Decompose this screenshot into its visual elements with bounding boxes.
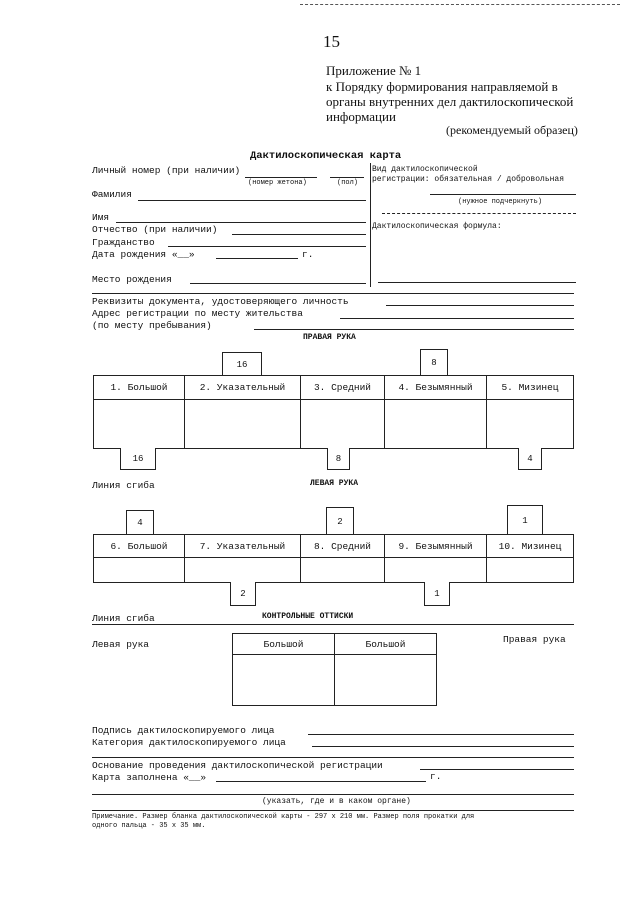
right-finger-3-header: 3. Средний	[300, 375, 385, 400]
patronymic-line[interactable]	[232, 234, 366, 235]
formula-label: Дактилоскопическая формула:	[372, 222, 502, 231]
reg-type-line[interactable]	[430, 194, 576, 195]
left-finger-8-field[interactable]	[300, 557, 385, 583]
citizenship-label: Гражданство	[92, 237, 155, 248]
filled-year-suffix: г.	[430, 771, 442, 782]
control-thumb-right-header: Большой	[334, 633, 437, 655]
right-finger-3-field[interactable]	[300, 399, 385, 449]
left-bottom-tab-1: 1	[424, 582, 450, 606]
control-thumb-right-field[interactable]	[334, 654, 437, 706]
address-line[interactable]	[340, 318, 574, 319]
address-label: Адрес регистрации по месту жительства	[92, 308, 303, 319]
right-hand-title: ПРАВАЯ РУКА	[303, 333, 356, 342]
basis-line[interactable]	[420, 769, 574, 770]
reg-type-line1: Вид дактилоскопической	[372, 165, 478, 174]
section-divider	[370, 163, 371, 287]
birth-place-line2[interactable]	[92, 293, 574, 294]
birth-date-line[interactable]	[216, 258, 298, 259]
formula-line[interactable]	[378, 282, 576, 283]
left-bottom-tab-2: 2	[230, 582, 256, 606]
note-separator	[92, 810, 574, 811]
card-title: Дактилоскопическая карта	[250, 150, 402, 162]
appendix-line4: информации	[326, 109, 396, 124]
stay-label: (по месту пребывания)	[92, 320, 212, 331]
right-finger-2-header: 2. Указательный	[184, 375, 301, 400]
page-number: 15	[323, 32, 340, 51]
right-finger-1-field[interactable]	[93, 399, 185, 449]
left-finger-8-header: 8. Средний	[300, 534, 385, 558]
appendix-line1: Приложение № 1	[326, 63, 422, 78]
citizenship-line[interactable]	[168, 246, 366, 247]
reg-type-line2: регистрации: обязательная / добровольная	[372, 175, 565, 184]
left-finger-7-field[interactable]	[184, 557, 301, 583]
note-line1: Примечание. Размер бланка дактилоскопической карты - 297 х 210 мм. Размер поля прокатки для	[92, 813, 475, 821]
birth-place-line[interactable]	[190, 283, 366, 284]
where-caption: (указать, где и в каком органе)	[262, 797, 411, 806]
badge-number-caption: (номер жетона)	[248, 179, 307, 187]
right-top-tab-8: 8	[420, 349, 448, 376]
name-line[interactable]	[116, 222, 366, 223]
control-top-line	[92, 624, 574, 625]
left-finger-10-field[interactable]	[486, 557, 574, 583]
birth-year-suffix: г.	[302, 249, 314, 260]
badge-number-line	[245, 177, 317, 178]
left-top-tab-4: 4	[126, 510, 154, 535]
right-finger-5-field[interactable]	[486, 399, 574, 449]
right-bottom-tab-4: 4	[518, 448, 542, 470]
scan-edge	[300, 4, 620, 5]
surname-label: Фамилия	[92, 189, 132, 200]
basis-label: Основание проведения дактилоскопической регистрации	[92, 760, 383, 771]
left-finger-7-header: 7. Указательный	[184, 534, 301, 558]
control-right-hand-label: Правая рука	[503, 634, 566, 645]
id-document-label: Реквизиты документа, удостоверяющего личность	[92, 296, 349, 307]
birth-place-label: Место рождения	[92, 274, 172, 285]
surname-line[interactable]	[138, 200, 366, 201]
appendix-line3: органы внутренних дел дактилоскопической	[326, 94, 574, 109]
patronymic-label: Отчество (при наличии)	[92, 224, 218, 235]
left-finger-9-field[interactable]	[384, 557, 487, 583]
left-finger-6-header: 6. Большой	[93, 534, 185, 558]
control-thumb-left-field[interactable]	[232, 654, 335, 706]
signature-label: Подпись дактилоскопируемого лица	[92, 725, 275, 736]
birth-date-label: Дата рождения «__»	[92, 249, 195, 260]
control-prints-title: КОНТРОЛЬНЫЕ ОТТИСКИ	[262, 612, 354, 621]
left-finger-6-field[interactable]	[93, 557, 185, 583]
control-thumb-left-header: Большой	[232, 633, 335, 655]
right-finger-2-field[interactable]	[184, 399, 301, 449]
right-finger-5-header: 5. Мизинец	[486, 375, 574, 400]
left-finger-10-header: 10. Мизинец	[486, 534, 574, 558]
note-line2: одного пальца - 35 х 35 мм.	[92, 822, 206, 830]
category-label: Категория дактилоскопируемого лица	[92, 737, 286, 748]
right-finger-4-field[interactable]	[384, 399, 487, 449]
fold-line-label-1: Линия сгиба	[92, 480, 155, 491]
category-line[interactable]	[312, 746, 574, 747]
signature-line[interactable]	[308, 734, 574, 735]
name-label: Имя	[92, 212, 110, 223]
filled-label: Карта заполнена «__»	[92, 772, 207, 783]
category-line2[interactable]	[92, 757, 574, 758]
right-bottom-tab-16: 16	[120, 448, 156, 470]
sex-line	[330, 177, 364, 178]
left-top-tab-1: 1	[507, 505, 543, 535]
appendix-line2: к Порядку формирования направляемой в	[326, 79, 558, 94]
control-left-hand-label: Левая рука	[92, 639, 150, 650]
left-hand-title: ЛЕВАЯ РУКА	[310, 479, 359, 488]
reg-dashed-line	[382, 213, 576, 214]
where-line[interactable]	[92, 794, 574, 795]
underline-note: (нужное подчеркнуть)	[458, 198, 543, 206]
fold-line-label-2: Линия сгиба	[92, 613, 155, 624]
right-finger-4-header: 4. Безымянный	[384, 375, 487, 400]
filled-line[interactable]	[216, 781, 426, 782]
id-document-line[interactable]	[386, 305, 574, 306]
personal-number-label: Личный номер (при наличии)	[92, 165, 241, 176]
left-finger-9-header: 9. Безымянный	[384, 534, 487, 558]
right-top-tab-16: 16	[222, 352, 262, 376]
sample-label: (рекомендуемый образец)	[446, 123, 578, 137]
stay-line[interactable]	[254, 329, 574, 330]
left-top-tab-2: 2	[326, 507, 354, 535]
right-bottom-tab-8: 8	[327, 448, 350, 470]
sex-caption: (пол)	[337, 179, 359, 187]
right-finger-1-header: 1. Большой	[93, 375, 185, 400]
